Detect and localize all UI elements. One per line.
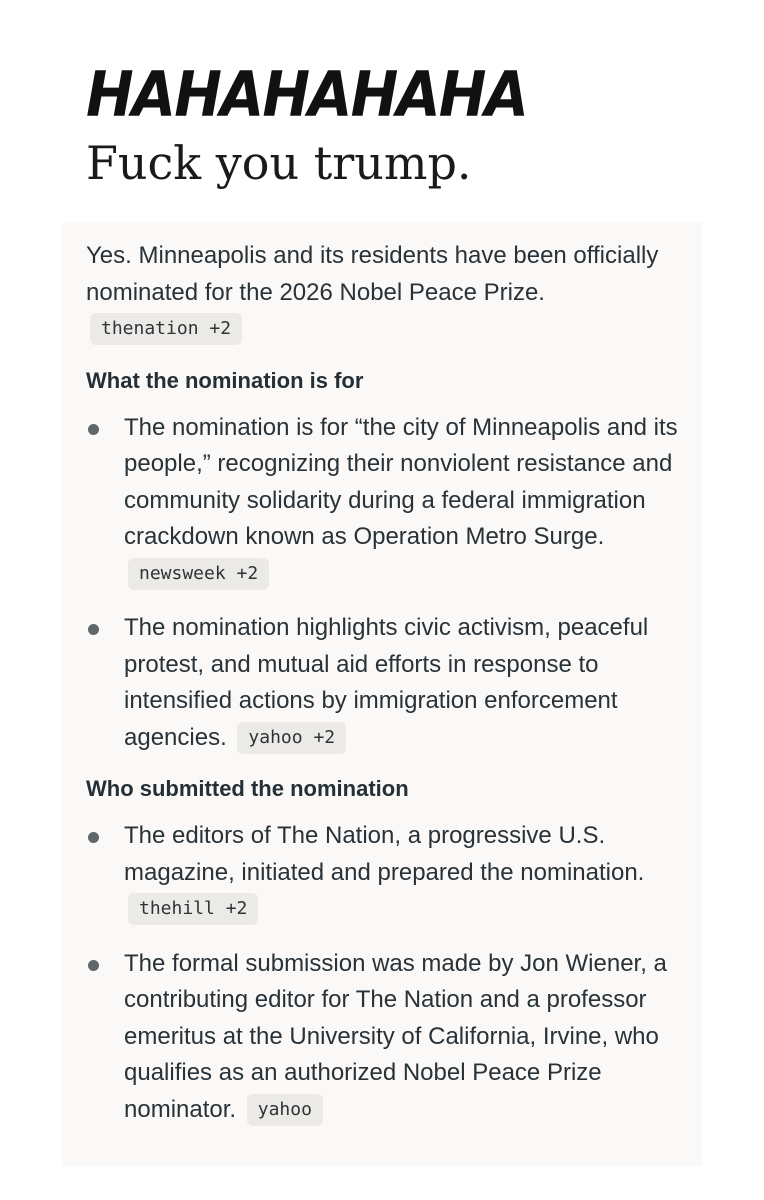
bullet-dot — [88, 960, 99, 971]
citation-chip-thenation[interactable]: thenation +2 — [90, 313, 242, 345]
list-item — [86, 946, 682, 1129]
bullet-list-nomination-purpose — [86, 410, 682, 757]
list-item — [86, 818, 682, 928]
bullet-text: The formal submission was made by Jon Wiener, a contributing editor for The Nation and a professor emeritus at the University of California, Irvine, who qualifies as an authorized Nobel Peace Prize nominator. — [124, 949, 667, 1123]
section-heading-nomination-purpose: What the nomination is for — [86, 367, 364, 393]
citation-chip-yahoo[interactable]: yahoo +2 — [237, 722, 346, 754]
section-heading-nomination-submitter: Who submitted the nomination — [86, 776, 409, 801]
meme-caption-line-2: Fuck you trump. — [86, 136, 472, 190]
bullet-dot — [88, 832, 99, 843]
citation-chip-yahoo-single[interactable]: yahoo — [247, 1094, 323, 1126]
bullet-dot — [88, 624, 99, 635]
list-item — [86, 410, 682, 593]
bullet-text: The nomination is for “the city of Minneapolis and its people,” recognizing their nonviolent resistance and community solidarity during a federal immigration crackdown known as Operation Metro Surge. — [124, 413, 678, 550]
bullet-text: The editors of The Nation, a progressive U.S. magazine, initiated and prepared the nomination. — [124, 822, 645, 886]
intro-text: Yes. Minneapolis and its residents have been officially nominated for the 2026 Nobel Peace Prize. — [86, 242, 659, 306]
ai-answer-card — [62, 222, 702, 1166]
intro-paragraph — [86, 238, 682, 348]
citation-chip-thehill[interactable]: thehill +2 — [128, 893, 258, 925]
citation-chip-newsweek[interactable]: newsweek +2 — [128, 558, 269, 590]
bullet-dot — [88, 424, 99, 435]
bullet-text: The nomination highlights civic activism, peaceful protest, and mutual aid efforts in response to intensified actions by immigration enforcement agencies. — [124, 614, 649, 751]
meme-caption-line-1: HAHAHAHAHA — [86, 58, 528, 131]
list-item — [86, 610, 682, 756]
bullet-list-nomination-submitter — [86, 818, 682, 1128]
meme-caption — [86, 58, 706, 194]
